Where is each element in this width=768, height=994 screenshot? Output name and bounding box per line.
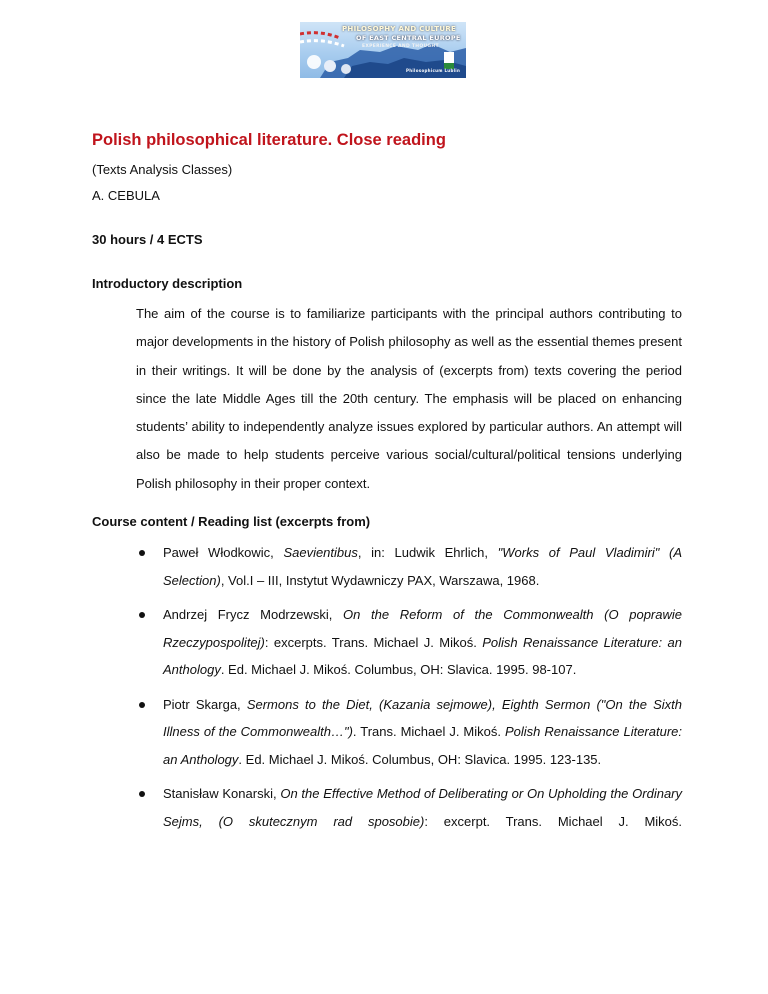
reading-work: Sermons to the Diet, (Kazania sejmowe), Eighth Sermon ("On the Sixth Illness of the Commonwealth…") — [163, 696, 682, 740]
reading-detail: : excerpts. Trans. Michael J. Mikoś. — [264, 634, 483, 650]
reading-author: Andrzej Frycz Modrzewski, — [163, 607, 344, 623]
reading-publication: . Ed. Michael J. Mikoś. Columbus, OH: Slavica. 1995. 98-107. — [220, 662, 577, 678]
intro-paragraph: The aim of the course is to familiarize participants with the principal authors contributing to major developments in the history of Polish philosophy as well as the essential themes present in their writings. It will be done by the analysis of (excerpts from) texts covering the period since the late Middle Ages till the 20th century. The emphasis will be placed on enhancing students’ ability to independently analyze issues explored by particular authors. An attempt will also be made to help students perceive various social/cultural/political tensions underlying Polish philosophy in their proper context. — [136, 306, 682, 491]
course-hours: 30 hours / 4 ECTS — [92, 232, 203, 247]
reading-detail: : excerpt. Trans. Michael J. Mikoś. — [424, 813, 683, 829]
reading-publication: , Vol.I – III, Instytut Wydawniczy PAX, Warszawa, 1968. — [220, 572, 540, 588]
bullet-icon — [139, 612, 145, 618]
reading-work: Saevientibus — [283, 545, 358, 561]
bullet-icon — [139, 791, 145, 797]
reading-list-heading: Course content / Reading list (excerpts from) — [92, 514, 371, 530]
bullet-icon — [139, 550, 145, 556]
reading-item — [92, 780, 682, 835]
document-body — [92, 128, 682, 842]
course-title: Polish philosophical literature. Close reading — [92, 131, 446, 149]
reading-author: Paweł Włodkowic, — [163, 545, 284, 561]
banner-line-1: PHILOSOPHY AND CULTURE — [342, 25, 457, 33]
course-type: (Texts Analysis Classes) — [92, 162, 233, 177]
conference-banner — [300, 22, 466, 78]
intro-heading: Introductory description — [92, 276, 243, 291]
reading-item — [92, 539, 682, 594]
reading-publication: . Ed. Michael J. Mikoś. Columbus, OH: Slavica. 1995. 123-135. — [238, 751, 602, 767]
reading-list — [92, 539, 682, 835]
reading-work-secondary: Polish Renaissance Literature: an Anthology — [163, 634, 682, 678]
reading-detail: , in: Ludwik Ehrlich, — [357, 545, 498, 561]
reading-work-secondary: Polish Renaissance Literature: an Anthology — [163, 724, 682, 767]
reading-item — [92, 601, 682, 684]
reading-detail: . Trans. Michael J. Mikoś. — [352, 724, 505, 740]
bullet-icon — [139, 702, 145, 708]
course-teacher: A. CEBULA — [92, 188, 160, 203]
reading-author: Stanisław Konarski, — [163, 786, 281, 802]
reading-work: On the Reform of the Commonwealth (O poprawie Rzeczypospolitej) — [163, 607, 682, 650]
banner-line-3: EXPERIENCE AND THOUGHT — [362, 44, 439, 49]
reading-item — [92, 691, 682, 774]
reading-author: Piotr Skarga, — [163, 696, 247, 712]
reading-work-secondary: "Works of Paul Vladimiri" (A Selection) — [163, 545, 682, 588]
reading-work: On the Effective Method of Deliberating or On Upholding the Ordinary Sejms, (O skutecznym rad sposobie) — [163, 786, 682, 829]
banner-line-4: Philosophicum Lublin — [406, 68, 461, 73]
banner-line-2: OF EAST CENTRAL EUROPE — [356, 34, 461, 42]
